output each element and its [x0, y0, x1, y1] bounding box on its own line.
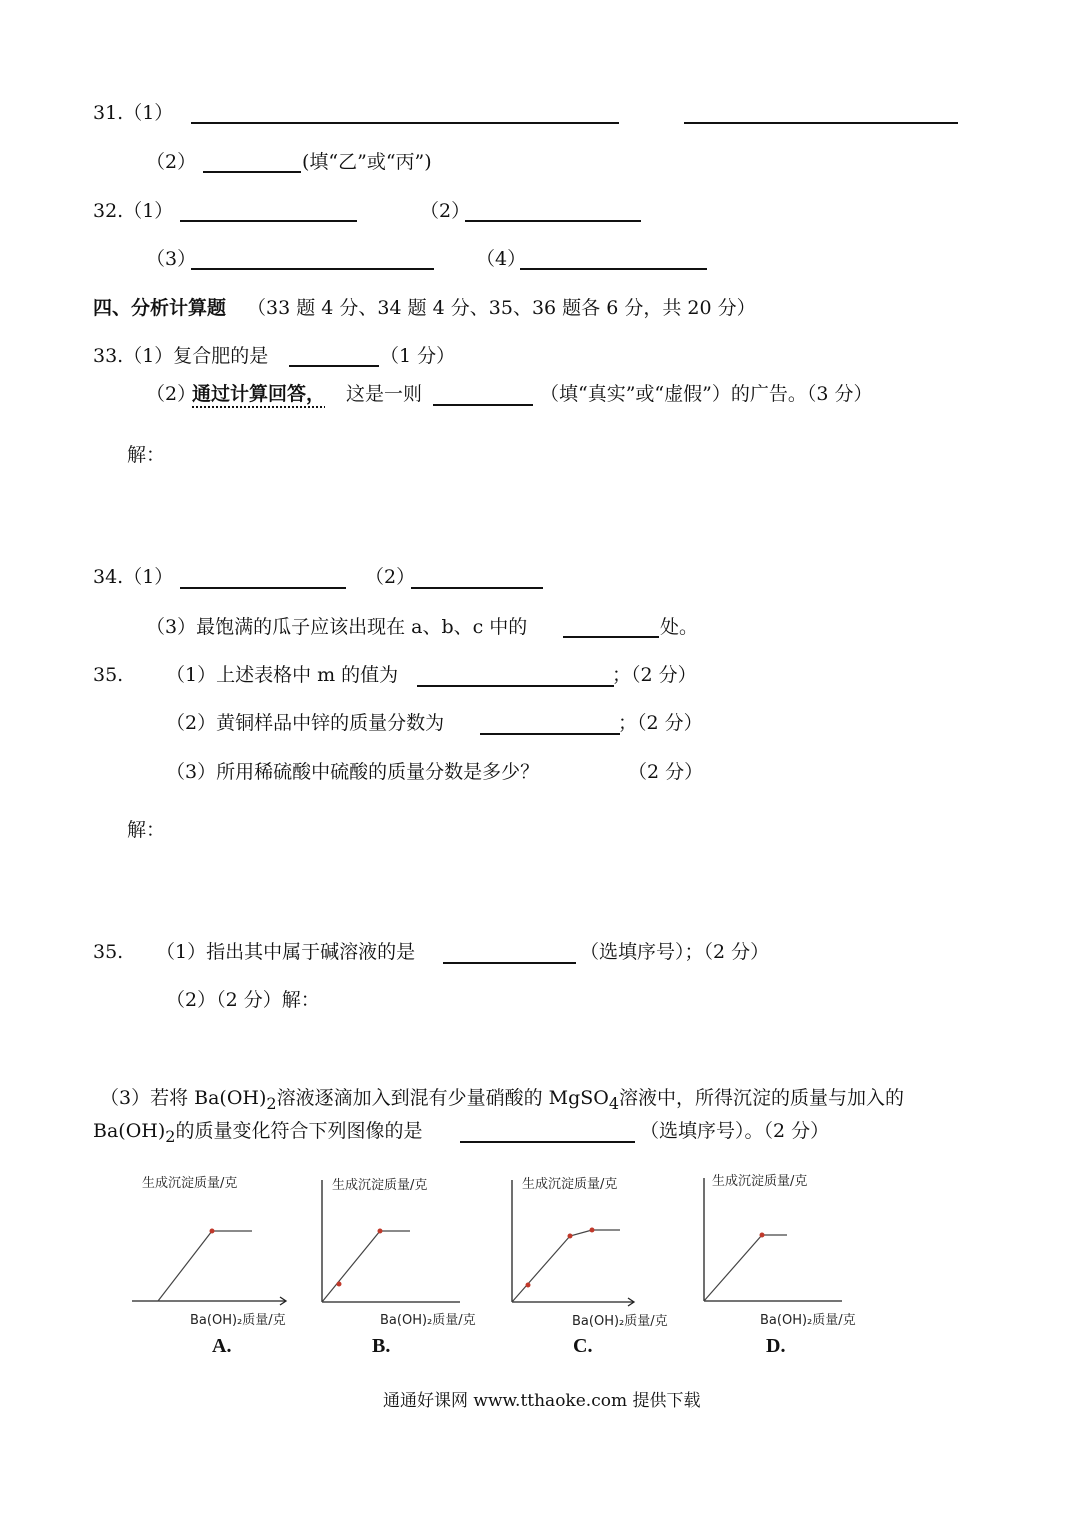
q33-part1-text: 33.（1）复合肥的是 [93, 345, 269, 367]
q35b-part3-seg-a: （3）若将 Ba(OH) [100, 1087, 267, 1109]
graph-b[interactable] [310, 1170, 490, 1360]
q35b-part3-hint: （选填序号）。（2 分） [640, 1120, 830, 1142]
graph-d-y-axis-label: 生成沉淀质量/克 [712, 1174, 808, 1189]
graph-c[interactable] [500, 1170, 680, 1360]
q31-answer-blank-2[interactable] [684, 122, 958, 124]
graph-a-turning-point [210, 1229, 215, 1234]
q34-part3-text: （3）最饱满的瓜子应该出现在 a、b、c 中的 [146, 616, 528, 638]
q35b-number: 35. [93, 941, 124, 963]
graph-d-x-axis-label: Ba(OH)₂质量/克 [760, 1313, 856, 1328]
graph-a-letter: A. [212, 1335, 232, 1357]
q35b-part3-sub1: 2 [266, 1093, 277, 1113]
q35b-part3-line2 [93, 1122, 422, 1145]
q35a-part2-text: （2）黄铜样品中锌的质量分数为 [166, 712, 445, 734]
q35a-part2-score: ；（2 分） [618, 712, 703, 734]
q31-part2-label: （2） [146, 151, 197, 173]
q31-part2-blank[interactable] [203, 171, 301, 173]
q32-part3-blank[interactable] [191, 268, 434, 270]
q35b-part3-line1 [100, 1089, 904, 1112]
q35b-part1-hint: （选填序号）；（2 分） [580, 941, 770, 963]
q32-part3-label: （3） [146, 248, 197, 270]
q33-part2-hint: （填“真实”或“虚假”）的广告。（3 分） [540, 383, 873, 405]
q33-part2-text: 这是一则 [346, 383, 423, 405]
graph-b-letter: B. [372, 1335, 391, 1357]
q35b-part3-sub2: 4 [608, 1093, 620, 1113]
q32-number: 32.（1） [93, 200, 174, 222]
section4-points: （33 题 4 分、34 题 4 分、35、36 题各 6 分，共 20 分） [247, 297, 756, 319]
q33-part1-blank[interactable] [289, 365, 379, 367]
graph-d-letter: D. [766, 1335, 786, 1357]
graph-b-point-1 [337, 1282, 342, 1287]
q31-number: 31.（1） [93, 102, 174, 124]
graph-a-x-axis-label: Ba(OH)₂质量/克 [190, 1313, 286, 1328]
q35b-part3-sub3: 2 [165, 1126, 176, 1146]
q34-number: 34.（1） [93, 566, 174, 588]
q35a-part1-blank[interactable] [417, 685, 614, 687]
footer-credit: 通通好课网 www.tthaoke.com 提供下载 [383, 1391, 701, 1411]
q34-part3-end: 处。 [660, 616, 699, 638]
graph-c-y-axis-label: 生成沉淀质量/克 [522, 1177, 618, 1192]
q34-part3-blank[interactable] [563, 636, 659, 638]
q32-part2-label: （2） [420, 200, 471, 222]
q34-part1-blank[interactable] [180, 587, 346, 589]
q32-part4-blank[interactable] [520, 268, 707, 270]
q35a-part1-score: ；（2 分） [612, 664, 697, 686]
q35b-part3-seg-b: 溶液逐滴加入到混有少量硝酸的 MgSO [276, 1087, 609, 1109]
graph-b-turning-point [378, 1229, 383, 1234]
q33-part2-label: （2） [146, 383, 197, 405]
q35a-solution-label: 解： [127, 819, 166, 841]
q31-part2-hint: (填“乙”或“丙”) [302, 151, 432, 173]
graph-c-point-1 [526, 1283, 531, 1288]
q34-part2-label: （2） [365, 566, 416, 588]
q35a-number: 35. [93, 664, 124, 686]
q35b-part3-seg-c: 溶液中，所得沉淀的质量与加入的 [619, 1087, 905, 1109]
q33-part1-score: （1 分） [380, 345, 456, 367]
graph-d-turning-point [760, 1233, 765, 1238]
q32-part4-label: （4） [476, 248, 527, 270]
graph-b-y-axis-label: 生成沉淀质量/克 [332, 1178, 428, 1193]
q35b-part3-blank[interactable] [460, 1141, 635, 1143]
graph-c-point-2 [568, 1234, 573, 1239]
graph-c-point-3 [590, 1228, 595, 1233]
graph-b-curve [322, 1231, 410, 1302]
q31-answer-blank-1[interactable] [191, 122, 619, 124]
graph-c-letter: C. [573, 1335, 593, 1357]
q33-part2-emphasis: 通过计算回答， [192, 383, 326, 405]
q35b-part1-text: （1）指出其中属于碱溶液的是 [156, 941, 416, 963]
q32-part2-blank[interactable] [465, 220, 641, 222]
graph-a[interactable] [120, 1170, 300, 1360]
graph-c-curve [512, 1230, 620, 1302]
q33-part2-blank[interactable] [433, 404, 533, 406]
q33-solution-area[interactable] [127, 475, 987, 560]
q32-part1-blank[interactable] [180, 220, 357, 222]
graph-d-curve [704, 1235, 787, 1301]
graph-a-curve [158, 1231, 252, 1301]
graph-d[interactable] [692, 1170, 872, 1360]
q35a-solution-area[interactable] [127, 850, 987, 930]
graph-b-x-axis-label: Ba(OH)₂质量/克 [380, 1313, 476, 1328]
graph-a-y-axis-label: 生成沉淀质量/克 [142, 1176, 238, 1191]
q34-part2-blank[interactable] [411, 587, 543, 589]
q35b-part2-text: （2）（2 分）解： [166, 989, 320, 1011]
q33-solution-label: 解： [127, 444, 166, 466]
graph-c-x-axis-label: Ba(OH)₂质量/克 [572, 1314, 668, 1329]
q35a-part1-text: （1）上述表格中 m 的值为 [166, 664, 399, 686]
q35a-part2-blank[interactable] [480, 733, 620, 735]
q35b-part3-seg-d: Ba(OH) [93, 1120, 166, 1142]
q35a-part3-score: （2 分） [628, 761, 704, 783]
q35a-part3-text: （3）所用稀硫酸中硫酸的质量分数是多少？ [166, 761, 540, 783]
section4-heading: 四、分析计算题 [93, 297, 227, 319]
q35b-part3-seg-e: 的质量变化符合下列图像的是 [175, 1120, 423, 1142]
q35b-part1-blank[interactable] [443, 962, 576, 964]
